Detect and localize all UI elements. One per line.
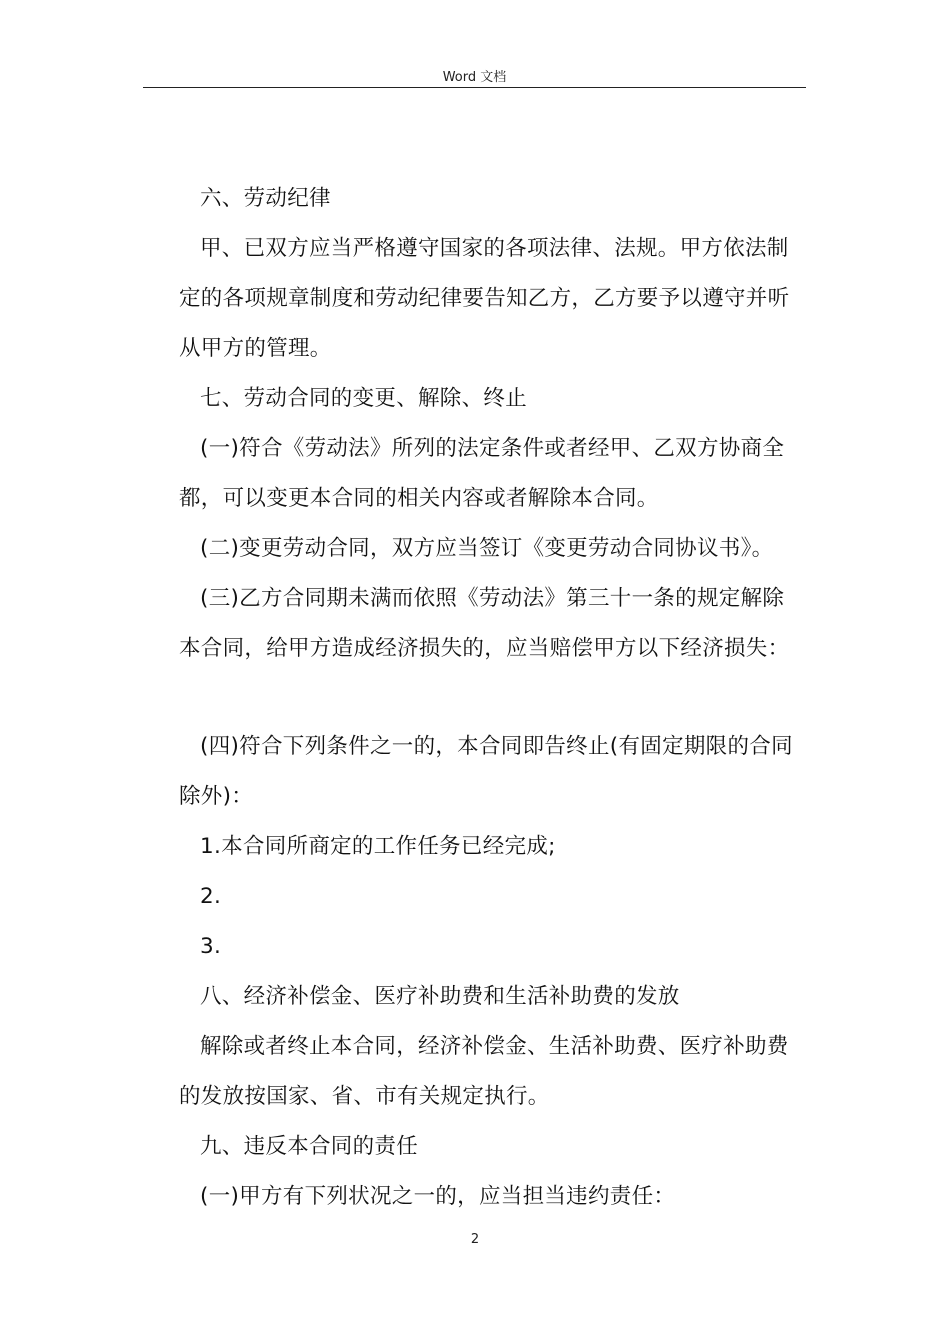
paragraph-clause-4: (四)符合下列条件之一的，本合同即告终止(有固定期限的合同除外)：: [179, 734, 793, 809]
page-number: 2: [470, 1232, 480, 1247]
list-item-1: 1.本合同所商定的工作任务已经完成;: [200, 834, 556, 859]
paragraph-discipline: 甲、已双方应当严格遵守国家的各项法律、法规。甲方依法制定的各项规章制度和劳动纪律要告知乙方，乙方要予以遵守并听从甲方的管理。: [179, 236, 790, 361]
paragraph-clause-2: (二)变更劳动合同，双方应当签订《变更劳动合同协议书》。: [200, 536, 774, 561]
header-divider: [143, 87, 806, 88]
section-heading-6: 六、劳动纪律: [200, 186, 331, 211]
page-header: Word 文档: [442, 70, 507, 85]
paragraph-liability-1: (一)甲方有下列状况之一的，应当担当违约责任：: [200, 1184, 676, 1209]
paragraph-clause-1: (一)符合《劳动法》所列的法定条件或者经甲、乙双方协商全都，可以变更本合同的相关内容或者解除本合同。: [179, 436, 785, 511]
paragraph-compensation: 解除或者终止本合同，经济补偿金、生活补助费、医疗补助费的发放按国家、省、市有关规定执行。: [179, 1034, 789, 1109]
section-heading-8: 八、经济补偿金、医疗补助费和生活补助费的发放: [200, 984, 680, 1009]
paragraph-clause-3: (三)乙方合同期未满而依照《劳动法》第三十一条的规定解除本合同，给甲方造成经济损失的，应当赔偿甲方以下经济损失：: [179, 586, 790, 661]
section-heading-7: 七、劳动合同的变更、解除、终止: [200, 386, 528, 411]
list-item-2: 2.: [200, 884, 222, 909]
list-item-3: 3.: [200, 934, 222, 959]
section-heading-9: 九、违反本合同的责任: [200, 1134, 419, 1159]
